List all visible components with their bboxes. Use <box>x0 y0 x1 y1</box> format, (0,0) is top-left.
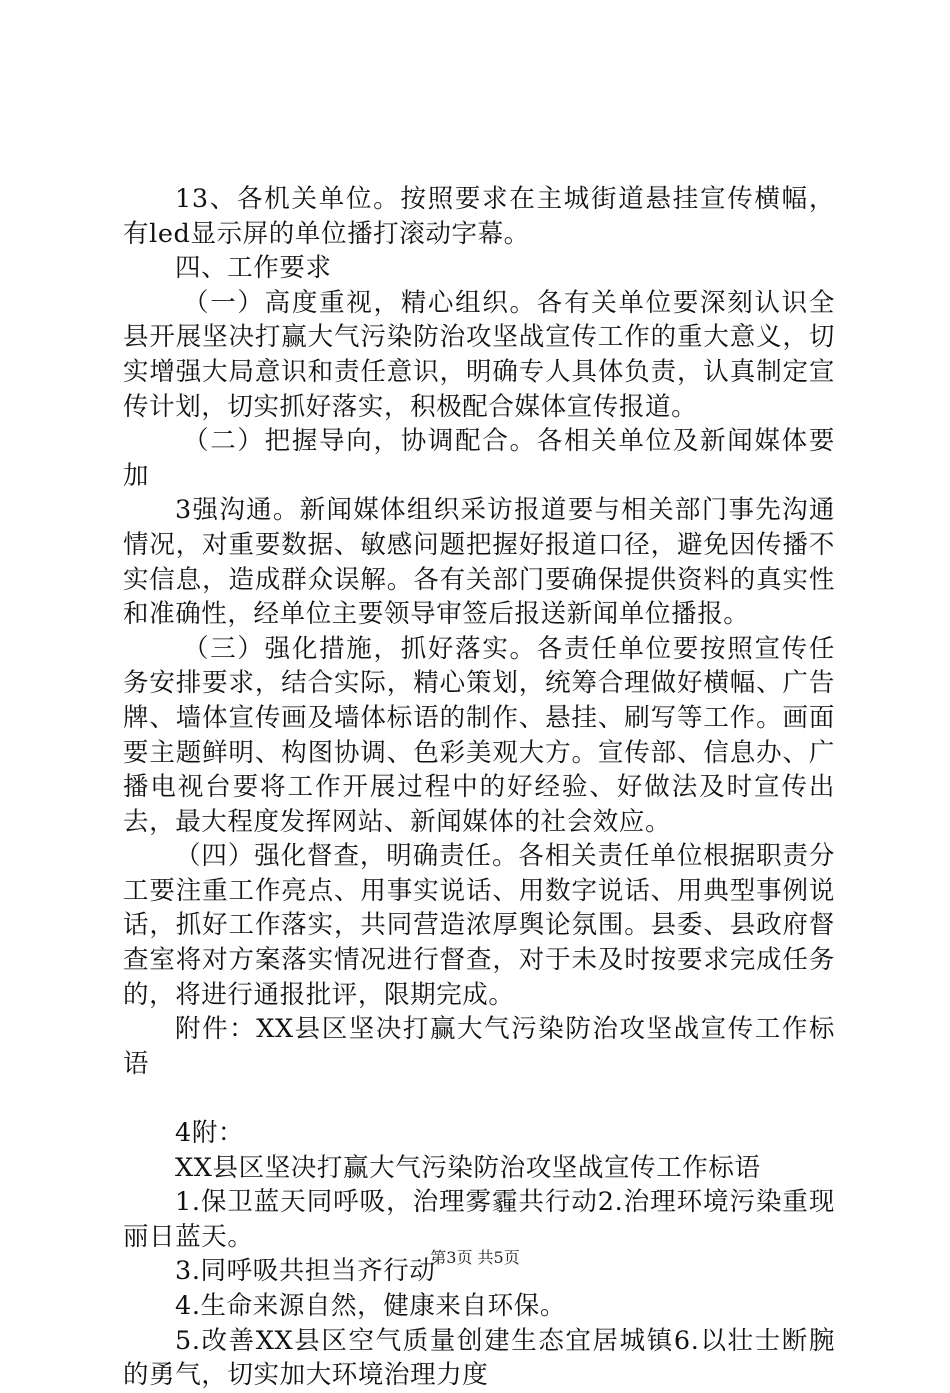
paragraph-requirement-4: （四）强化督查，明确责任。各相关责任单位根据职责分工要注重工作亮点、用事实说话、用数字说话、用典型事例说话，抓好工作落实，共同营造浓厚舆论氛围。县委、县政府督查室将对方案落实情况进行督查，对于未及时按要求完成任务的，将进行通报批评，限期完成。 <box>123 841 835 1010</box>
appendix-label: 4附： <box>175 1118 245 1149</box>
slogan-item: 4.生命来源自然，健康来自环保。 <box>175 1291 566 1321</box>
slogan-item: 5.改善XX县区空气质量创建生态宜居城镇6.以壮士断腕的勇气，切实加大环境治理力度 <box>123 1325 835 1391</box>
slogan-item: 3.同呼吸共担当齐行动 <box>175 1256 436 1287</box>
paragraph-requirement-3: （三）强化措施，抓好落实。各责任单位要按照宣传任务安排要求，结合实际，精心策划，统筹合理做好横幅、广告牌、墙体宣传画及墙体标语的制作、悬挂、刷写等工作。画面要主题鲜明、构图协调、色彩美观大方。宣传部、信息办、广播电视台要将工作开展过程中的好经验、好做法及时宣传出去，最大程度发挥网站、新闻媒体的社会效应。 <box>123 633 835 837</box>
paragraph-requirement-2: （二）把握导向，协调配合。各相关单位及新闻媒体要加 <box>123 426 835 491</box>
slogan-item: 1.保卫蓝天同呼吸，治理雾霾共行动2.治理环境污染重现丽日蓝天。 <box>123 1187 835 1252</box>
page-number-footer: 第3页 共5页 <box>430 1248 520 1267</box>
document-body <box>123 182 835 1393</box>
paragraph-gap <box>123 1081 835 1116</box>
paragraph-requirement-2-continued: 3强沟通。新闻媒体组织采访报道要与相关部门事先沟通情况，对重要数据、敏感问题把握好报道口径，避免因传播不实信息，造成群众误解。各有关部门要确保提供资料的真实性和准确性，经单位主要领导审签后报送新闻单位播报。 <box>123 495 835 630</box>
section-heading-work-requirements: 四、工作要求 <box>175 253 332 284</box>
appendix-title: XX县区坚决打赢大气污染防治攻坚战宣传工作标语 <box>175 1152 761 1183</box>
paragraph-item-13: 13、各机关单位。按照要求在主城街道悬挂宣传横幅，有led显示屏的单位播打滚动字幕。 <box>123 184 835 249</box>
attachment-note: 附件：XX县区坚决打赢大气污染防治攻坚战宣传工作标语 <box>123 1014 835 1079</box>
paragraph-requirement-1: （一）高度重视，精心组织。各有关单位要深刻认识全县开展坚决打赢大气污染防治攻坚战宣传工作的重大意义，切实增强大局意识和责任意识，明确专人具体负责，认真制定宣传计划，切实抓好落实，积极配合媒体宣传报道。 <box>123 287 835 422</box>
